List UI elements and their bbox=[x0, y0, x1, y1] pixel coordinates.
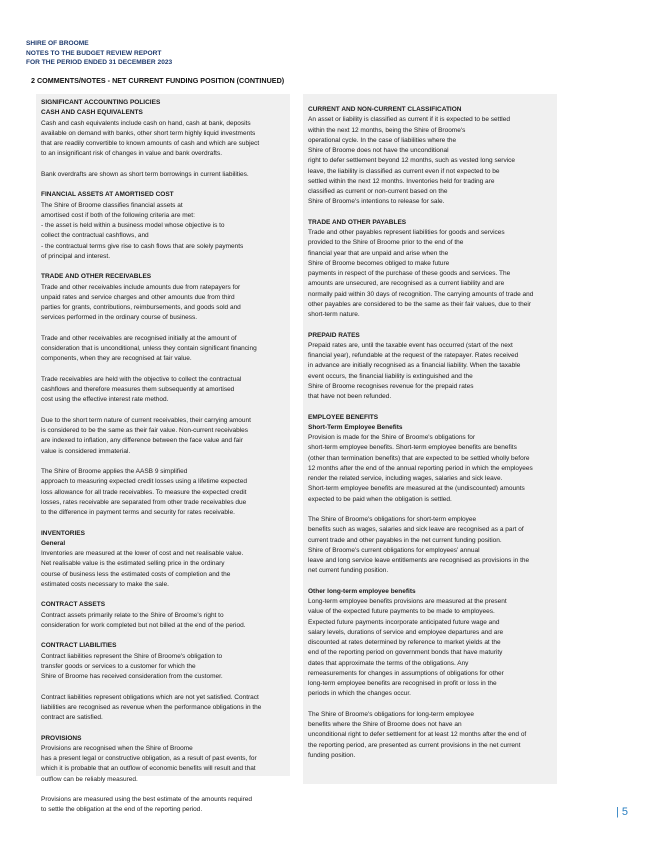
text-line: Shire of Broome has received consideration from the customer. bbox=[41, 673, 223, 680]
text-line: collect the contractual cashflows, and bbox=[41, 232, 149, 240]
left-paragraph bbox=[41, 375, 285, 406]
left-paragraph bbox=[41, 416, 285, 457]
text-line: Provisions are measured using the best estimate of the amounts required bbox=[41, 796, 253, 803]
section-heading: TRADE AND OTHER RECEIVABLES bbox=[41, 273, 152, 281]
text-line: course of business less the estimated costs of completion and the bbox=[41, 570, 231, 578]
left-paragraph bbox=[41, 641, 285, 682]
text-line: liabilities are recognised as revenue when the performance obligations in the bbox=[41, 703, 262, 711]
text-line: The Shire of Broome applies the AASB 9 simplified bbox=[41, 468, 188, 475]
text-line: normally paid within 30 days of recognition. The carrying amounts of trade and bbox=[308, 290, 534, 298]
text-line: Shire of Broome becomes obliged to make future bbox=[308, 259, 450, 267]
text-line: Expected future payments incorporate anticipated future wage and bbox=[308, 618, 500, 626]
left-paragraph bbox=[41, 98, 285, 160]
text-line: consideration that is unconditional, unless they contain significant financing bbox=[41, 345, 257, 352]
text-line: available on demand with banks, other short term highly liquid investments bbox=[41, 129, 256, 137]
left-paragraph bbox=[41, 795, 285, 816]
text-line: leave, the liability is classified as current even if not expected to be bbox=[308, 167, 500, 175]
text-line: funding position. bbox=[308, 751, 356, 759]
section-heading: CONTRACT ASSETS bbox=[41, 601, 106, 609]
section-heading: PROVISIONS bbox=[41, 734, 82, 742]
section-heading: Short-Term Employee Benefits bbox=[308, 423, 403, 431]
section-heading: CASH AND CASH EQUIVALENTS bbox=[41, 109, 143, 117]
right-paragraph bbox=[308, 413, 552, 505]
text-line: dates that approximate the terms of the obligations. Any bbox=[308, 659, 469, 667]
text-line: contract are satisfied. bbox=[41, 714, 103, 721]
text-line: remeasurements for changes in assumptions of obligations for other bbox=[308, 669, 504, 677]
text-line: Trade and other receivables are recognised initially at the amount of bbox=[41, 334, 237, 342]
text-line: Shire of Broome recognises revenue for the prepaid rates bbox=[308, 382, 474, 390]
text-line: to an insignificant risk of changes in value and bank overdrafts. bbox=[41, 150, 223, 158]
text-line: financial year that are unpaid and arise when the bbox=[308, 249, 449, 257]
text-line: leave and long service leave entitlements are recognised as provisions in the bbox=[308, 557, 530, 564]
left-paragraph bbox=[41, 190, 285, 262]
text-line: estimated costs necessary to make the sale. bbox=[41, 580, 169, 588]
text-line: right to defer settlement beyond 12 months, such as vested long service bbox=[308, 157, 516, 165]
text-line: render the related service, including wages, salaries and sick leave. bbox=[308, 475, 503, 482]
text-line: Provisions are recognised when the Shire of Broome bbox=[41, 744, 193, 752]
text-line: The Shire of Broome's obligations for long-term employee bbox=[308, 710, 474, 718]
text-line: loss allowance for all trade receivables. To measure the expected credit bbox=[41, 488, 247, 496]
text-line: are indexed to inflation, any difference between the face value and fair bbox=[41, 437, 243, 445]
text-line: of principal and interest. bbox=[41, 252, 111, 260]
section-heading: TRADE AND OTHER PAYABLES bbox=[308, 218, 407, 226]
text-line: consideration for work completed but not billed at the end of the period. bbox=[41, 621, 246, 629]
section-heading: SIGNIFICANT ACCOUNTING POLICIES bbox=[41, 99, 161, 106]
section-title: 2 COMMENTS/NOTES - NET CURRENT FUNDING POSITION (CONTINUED) bbox=[31, 76, 285, 85]
header-period: FOR THE PERIOD ENDED 31 DECEMBER 2023 bbox=[26, 59, 173, 67]
text-line: losses, rates receivable are separated from other trade receivables due bbox=[41, 498, 247, 506]
text-line: services performed in the ordinary course of business. bbox=[41, 314, 198, 322]
text-line: expected to be paid when the obligation is settled. bbox=[308, 495, 452, 503]
text-line: An asset or liability is classified as current if it is expected to be settled bbox=[308, 116, 510, 124]
text-line: 12 months after the end of the annual reporting period in which the employees bbox=[308, 464, 533, 472]
text-line: settled within the next 12 months. Inventories held for trading are bbox=[308, 177, 495, 185]
right-paragraph bbox=[308, 587, 552, 700]
text-line: Contract liabilities represent the Shire of Broome's obligation to bbox=[41, 652, 223, 660]
text-line: classified as current or non-current based on the bbox=[308, 188, 448, 195]
text-line: unpaid rates and service charges and other amounts due from third bbox=[41, 293, 235, 301]
left-paragraph bbox=[41, 467, 285, 518]
text-line: in advance are initially recognised as a financial liability. When the taxable bbox=[308, 362, 521, 370]
text-line: short-term nature. bbox=[308, 311, 360, 318]
left-paragraph bbox=[41, 170, 285, 180]
page-number: | 5 bbox=[616, 806, 629, 818]
left-column bbox=[36, 94, 290, 814]
left-paragraph bbox=[41, 693, 285, 724]
text-line: Due to the short term nature of current receivables, their carrying amount bbox=[41, 416, 251, 424]
text-line: Shire of Broome's current obligations for employees' annual bbox=[308, 546, 480, 554]
text-line: payments in respect of the purchase of these goods and services. The bbox=[308, 270, 511, 277]
text-line: benefits such as wages, salaries and sick leave are recognised as a part of bbox=[308, 526, 524, 534]
text-line: benefits where the Shire of Broome does not have an bbox=[308, 721, 462, 728]
right-column bbox=[303, 94, 557, 784]
text-line: The Shire of Broome's obligations for short-term employee bbox=[308, 516, 477, 523]
text-line: Shire of Broome does not have the unconditional bbox=[308, 147, 449, 154]
text-line: provided to the Shire of Broome prior to the end of the bbox=[308, 239, 464, 247]
text-line: operational cycle. In the case of liabilities where the bbox=[308, 136, 457, 144]
text-line: components, when they are recognised at fair value. bbox=[41, 355, 192, 363]
left-paragraph bbox=[41, 600, 285, 631]
text-line: Short-term employee benefits are measured at the (undiscounted) amounts bbox=[308, 485, 525, 493]
text-line: financial year), refundable at the request of the ratepayer. Rates received bbox=[308, 352, 519, 359]
right-paragraph bbox=[308, 515, 552, 577]
text-line: transfer goods or services to a customer for which the bbox=[41, 662, 196, 670]
header-shire-name: SHIRE OF BROOME bbox=[26, 40, 89, 47]
text-line: The Shire of Broome classifies financial assets at bbox=[41, 201, 183, 209]
left-paragraph bbox=[41, 734, 285, 785]
left-paragraph bbox=[41, 334, 285, 365]
text-line: Net realisable value is the estimated selling price in the ordinary bbox=[41, 560, 225, 568]
right-paragraph bbox=[308, 331, 552, 403]
header-report-title: NOTES TO THE BUDGET REVIEW REPORT bbox=[26, 49, 162, 57]
section-heading: CONTRACT LIABILITIES bbox=[41, 642, 117, 650]
text-line: to settle the obligation at the end of the reporting period. bbox=[41, 806, 203, 814]
text-line: - the contractual terms give rise to cash flows that are solely payments bbox=[41, 242, 244, 250]
text-line: value of the expected future payments to be made to employees. bbox=[308, 608, 495, 616]
text-line: Long-term employee benefits provisions are measured at the present bbox=[308, 598, 507, 605]
text-line: amortised cost if both of the following criteria are met: bbox=[41, 211, 195, 219]
section-heading: INVENTORIES bbox=[41, 529, 85, 537]
section-heading: PREPAID RATES bbox=[308, 331, 360, 339]
text-line: Contract assets primarily relate to the Shire of Broome's right to bbox=[41, 611, 224, 619]
text-line: Provision is made for the Shire of Broome's obligations for bbox=[308, 434, 476, 441]
text-line: (other than termination benefits) that are expected to be settled wholly before bbox=[308, 454, 530, 462]
text-line: that have not been refunded. bbox=[308, 393, 392, 400]
text-line: Shire of Broome's intentions to release for sale. bbox=[308, 198, 445, 206]
text-line: other payables are considered to be the same as their fair values, due to their bbox=[308, 300, 531, 308]
text-line: Inventories are measured at the lower of cost and net realisable value. bbox=[41, 550, 244, 557]
text-line: Trade and other payables represent liabilities for goods and services bbox=[308, 229, 505, 236]
text-line: Trade and other receivables include amounts due from ratepayers for bbox=[41, 283, 241, 291]
text-line: - the asset is held within a business model whose objective is to bbox=[41, 222, 225, 229]
text-line: salary levels, durations of service and employee departures and are bbox=[308, 628, 504, 636]
text-line: Bank overdrafts are shown as short term borrowings in current liabilities. bbox=[41, 170, 249, 178]
text-line: parties for grants, contributions, reimbursements, and goods sold and bbox=[41, 304, 241, 311]
section-heading: General bbox=[41, 539, 66, 547]
text-line: within the next 12 months, being the Shire of Broome's bbox=[308, 126, 466, 134]
text-line: Contract liabilities represent obligations which are not yet satisfied. Contract bbox=[41, 693, 259, 701]
section-heading: FINANCIAL ASSETS AT AMORTISED COST bbox=[41, 191, 174, 199]
text-line: Prepaid rates are, until the taxable event has occurred (start of the next bbox=[308, 341, 513, 349]
text-line: which it is probable that an outflow of economic benefits will result and that bbox=[41, 765, 256, 773]
text-line: approach to measuring expected credit losses using a lifetime expected bbox=[41, 478, 247, 486]
text-line: outflow can be reliably measured. bbox=[41, 775, 138, 783]
text-line: cost using the effective interest rate method. bbox=[41, 396, 169, 404]
text-line: current trade and other payables in the net current funding position. bbox=[308, 536, 502, 544]
text-line: end of the reporting period on government bonds that have maturity bbox=[308, 649, 503, 657]
text-line: the reporting period, are presented as current provisions in the net current bbox=[308, 741, 521, 749]
text-line: periods in which the changes occur. bbox=[308, 690, 411, 698]
section-heading: CURRENT AND NON-CURRENT CLASSIFICATION bbox=[308, 106, 462, 113]
report-header bbox=[26, 39, 172, 68]
text-line: has a present legal or constructive obligation, as a result of past events, for bbox=[41, 755, 257, 762]
text-line: cashflows and therefore measures them subsequently at amortised bbox=[41, 386, 235, 393]
text-line: event occurs, the financial liability is extinguished and the bbox=[308, 372, 473, 380]
section-heading: Other long-term employee benefits bbox=[308, 587, 416, 595]
left-paragraph bbox=[41, 272, 285, 323]
right-paragraph bbox=[308, 105, 552, 208]
right-paragraph bbox=[308, 218, 552, 321]
text-line: that are readily convertible to known amounts of cash and which are subject bbox=[41, 140, 260, 147]
text-line: value is considered immaterial. bbox=[41, 447, 131, 455]
text-line: to the difference in payment terms and security for rates receivable. bbox=[41, 509, 235, 516]
text-line: short-term employee benefits. Short-term employee benefits are benefits bbox=[308, 444, 517, 452]
text-line: long-term employee benefits are recognised in profit or loss in the bbox=[308, 680, 497, 687]
text-line: amounts are unsecured, are recognised as a current liability and are bbox=[308, 280, 505, 288]
text-line: net current funding position. bbox=[308, 567, 389, 575]
section-heading: EMPLOYEE BENEFITS bbox=[308, 413, 379, 421]
left-paragraph bbox=[41, 529, 285, 591]
text-line: Trade receivables are held with the objective to collect the contractual bbox=[41, 375, 242, 383]
text-line: unconditional right to defer settlement for at least 12 months after the end of bbox=[308, 731, 527, 739]
text-line: is considered to be the same as their fair value. Non-current receivables bbox=[41, 427, 249, 434]
text-line: discounted at rates determined by reference to market yields at the bbox=[308, 639, 501, 646]
right-paragraph bbox=[308, 710, 552, 761]
text-line: Cash and cash equivalents include cash on hand, cash at bank, deposits bbox=[41, 119, 251, 127]
